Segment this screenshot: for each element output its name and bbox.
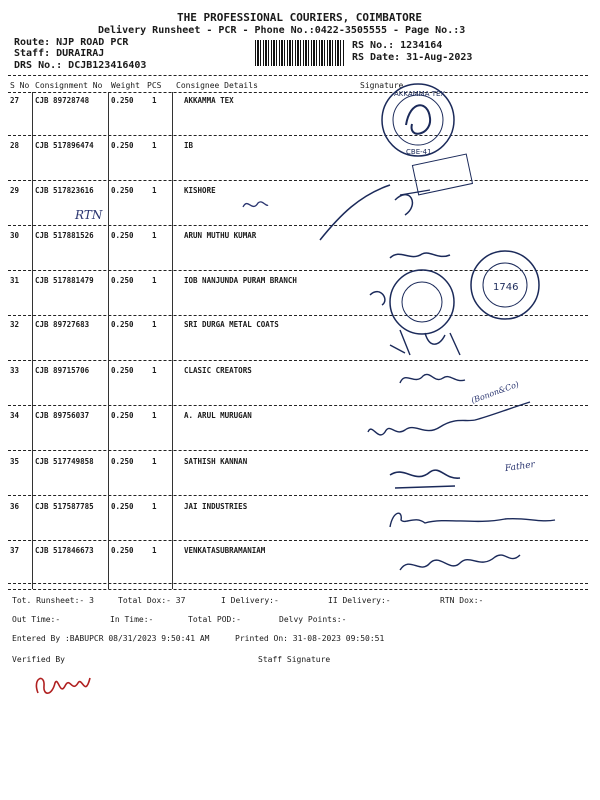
- row-consignee: IOB NANJUNDA PURAM BRANCH: [184, 276, 297, 285]
- row-consignee: A. ARUL MURUGAN: [184, 411, 252, 420]
- delvy-points: Delvy Points:-: [279, 615, 347, 624]
- row-pcs: 1: [152, 141, 157, 150]
- route: Route: NJP ROAD PCR: [14, 37, 129, 48]
- row-consignee: VENKATASUBRAMANIAM: [184, 546, 266, 555]
- row-weight: 0.250: [111, 231, 134, 240]
- row-consignment-no: CJB 89727683: [35, 320, 90, 329]
- handwritten-note: (Bonon&Co): [469, 379, 521, 406]
- row-weight: 0.250: [111, 141, 134, 150]
- drs-number: DRS No.: DCJB123416403: [14, 60, 147, 71]
- row-sno: 31: [10, 276, 20, 285]
- row-sno: 37: [10, 546, 20, 555]
- tot-runsheet: Tot. Runsheet:- 3: [12, 596, 94, 605]
- row-consignee: AKKAMMA TEX: [184, 96, 234, 105]
- row-weight: 0.250: [111, 546, 134, 555]
- runsheet-title: Delivery Runsheet - PCR - Phone No.:0422-3505555 - Page No.:3: [98, 25, 466, 36]
- row-divider: [8, 495, 588, 496]
- signature-row33: [395, 368, 485, 393]
- row-weight: 0.250: [111, 411, 134, 420]
- row-consignment-no: CJB 517749858: [35, 457, 94, 466]
- row-consignment-no: CJB 89756037: [35, 411, 90, 420]
- akkamma-stamp: [378, 80, 458, 160]
- row-pcs: 1: [152, 231, 157, 240]
- row-pcs: 1: [152, 96, 157, 105]
- divider: [8, 75, 588, 76]
- row-sno: 28: [10, 141, 20, 150]
- signature-row37: [395, 545, 525, 580]
- row-pcs: 1: [152, 457, 157, 466]
- row-sno: 33: [10, 366, 20, 375]
- row-consignment-no: CJB 517846673: [35, 546, 94, 555]
- rs-date: RS Date: 31-Aug-2023: [352, 52, 473, 63]
- rtn-dox: RTN Dox:-: [440, 596, 484, 605]
- row-sno: 35: [10, 457, 20, 466]
- row-sno: 30: [10, 231, 20, 240]
- in-time: In Time:-: [110, 615, 154, 624]
- staff: Staff: DURAIRAJ: [14, 48, 105, 59]
- signature-row29: [300, 155, 480, 245]
- signature-row35: [385, 460, 475, 495]
- signature-row32: [385, 325, 475, 360]
- column-separator: [32, 92, 33, 589]
- total-dox: Total Dox:- 37: [118, 596, 186, 605]
- row-weight: 0.250: [111, 186, 134, 195]
- row-consignment-no: CJB 517587785: [35, 502, 94, 511]
- stamp-label: AKKAMMA TEX: [394, 90, 446, 98]
- printed-on: Printed On: 31-08-2023 09:50:51: [235, 634, 385, 643]
- col-consignee: Consignee Details: [176, 81, 258, 90]
- row-consignee: JAI INDUSTRIES: [184, 502, 248, 511]
- divider: [8, 92, 588, 93]
- entered-by: Entered By :BABUPCR 08/31/2023 9:50:41 AM: [12, 634, 210, 643]
- row-consignment-no: CJB 89728748: [35, 96, 90, 105]
- out-time: Out Time:-: [12, 615, 61, 624]
- row-consignee: IB: [184, 141, 194, 150]
- bank-code: 1746: [493, 282, 519, 293]
- row-consignment-no: CJB 517823616: [35, 186, 94, 195]
- row-consignment-no: CJB 517881526: [35, 231, 94, 240]
- row-divider: [8, 135, 588, 136]
- col-weight: Weight: [111, 81, 140, 90]
- row-consignment-no: CJB 517881479: [35, 276, 94, 285]
- ii-delivery: II Delivery:-: [328, 596, 391, 605]
- rs-number: RS No.: 1234164: [352, 40, 443, 51]
- staff-signature: Staff Signature: [258, 655, 331, 664]
- row-weight: 0.250: [111, 457, 134, 466]
- row-weight: 0.250: [111, 276, 134, 285]
- divider: [8, 589, 588, 590]
- col-signature: Signature: [360, 81, 404, 90]
- signature-row36: [385, 505, 565, 535]
- company-name: THE PROFESSIONAL COURIERS, COIMBATORE: [177, 11, 423, 24]
- barcode: [255, 40, 345, 66]
- column-separator: [108, 92, 109, 589]
- row-weight: 0.250: [111, 502, 134, 511]
- total-pod: Total POD:-: [188, 615, 241, 624]
- row-pcs: 1: [152, 502, 157, 511]
- handwritten-mark: [240, 195, 270, 215]
- i-delivery: I Delivery:-: [221, 596, 279, 605]
- col-consignment: Consignment No: [35, 81, 103, 90]
- row-divider: [8, 583, 588, 584]
- row-consignee: SATHISH KANNAN: [184, 457, 248, 466]
- row-consignment-no: CJB 89715706: [35, 366, 90, 375]
- row-sno: 27: [10, 96, 20, 105]
- row-weight: 0.250: [111, 96, 134, 105]
- row-consignee: KISHORE: [184, 186, 216, 195]
- row-pcs: 1: [152, 546, 157, 555]
- handwritten-note: Father: [504, 459, 536, 475]
- row-pcs: 1: [152, 411, 157, 420]
- rtn-note: RTN: [75, 208, 103, 222]
- row-weight: 0.250: [111, 366, 134, 375]
- stamp-code: CBE-41: [406, 148, 432, 156]
- row-pcs: 1: [152, 276, 157, 285]
- verifier-signature: [30, 668, 100, 703]
- row-consignee: SRI DURGA METAL COATS: [184, 320, 279, 329]
- row-divider: [8, 540, 588, 541]
- row-pcs: 1: [152, 186, 157, 195]
- col-sno: S No: [10, 81, 30, 90]
- column-separator: [172, 92, 173, 589]
- row-weight: 0.250: [111, 320, 134, 329]
- row-pcs: 1: [152, 366, 157, 375]
- row-consignee: CLASIC CREATORS: [184, 366, 252, 375]
- row-divider: [8, 360, 588, 361]
- row-sno: 32: [10, 320, 20, 329]
- row-pcs: 1: [152, 320, 157, 329]
- signature-row34: [360, 392, 550, 452]
- row-sno: 34: [10, 411, 20, 420]
- row-divider: [8, 225, 588, 226]
- row-sno: 29: [10, 186, 20, 195]
- row-sno: 36: [10, 502, 20, 511]
- row-consignment-no: CJB 517896474: [35, 141, 94, 150]
- col-pcs: PCS: [147, 81, 162, 90]
- verified-by: Verified By: [12, 655, 65, 664]
- row-divider: [8, 180, 588, 181]
- row-consignee: ARUN MUTHU KUMAR: [184, 231, 257, 240]
